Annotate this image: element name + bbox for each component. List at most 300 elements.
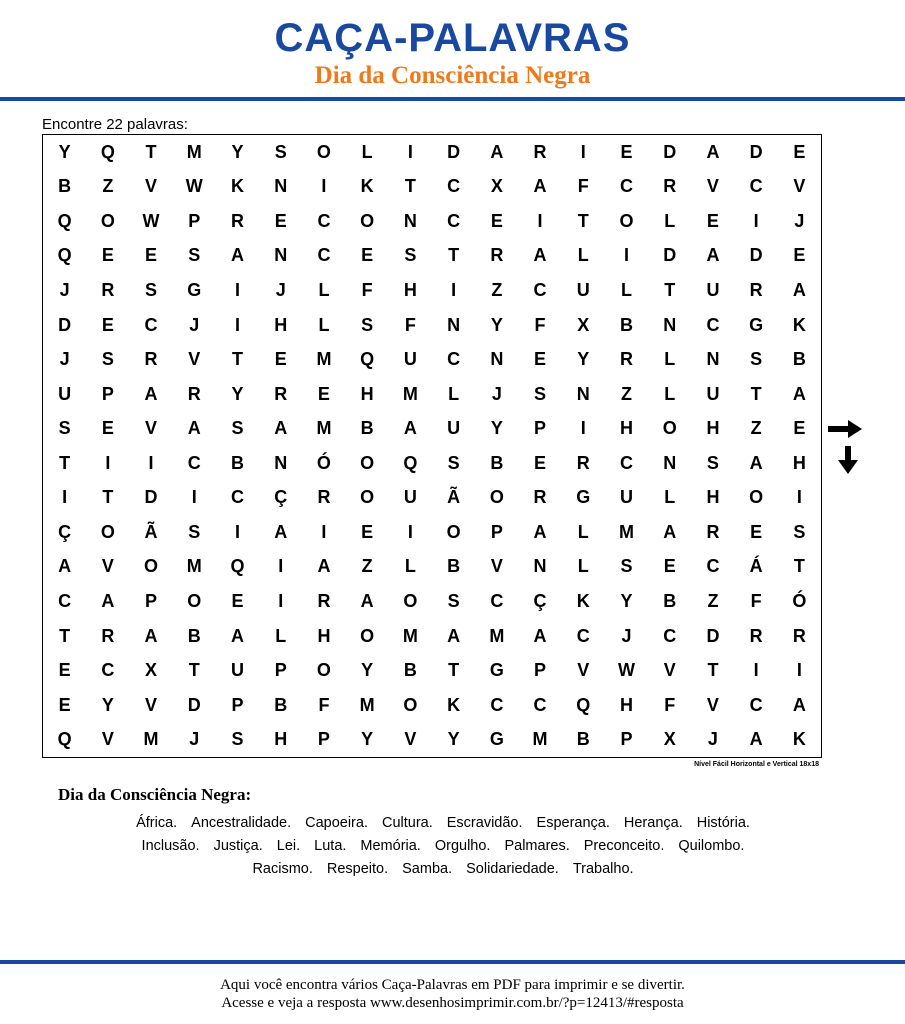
grid-cell: A bbox=[230, 625, 244, 646]
word-list-item: Cultura. bbox=[381, 815, 433, 831]
grid-cell: O bbox=[662, 418, 677, 439]
grid-cell: R bbox=[533, 487, 547, 508]
grid-cell: O bbox=[100, 210, 115, 231]
grid-cell: C bbox=[58, 590, 72, 611]
grid-cell: L bbox=[664, 210, 676, 231]
grid-cell: O bbox=[100, 521, 115, 542]
grid-cell: M bbox=[316, 349, 332, 370]
grid-cell: O bbox=[360, 625, 375, 646]
grid-cell: O bbox=[360, 487, 375, 508]
grid-cell: Y bbox=[231, 383, 244, 404]
grid-cell: L bbox=[664, 349, 676, 370]
word-list-item: Justiça. bbox=[213, 838, 263, 854]
grid-cell: X bbox=[145, 660, 158, 681]
grid-cell: Z bbox=[491, 279, 503, 300]
grid-cell: E bbox=[706, 210, 719, 231]
grid-cell: M bbox=[186, 141, 202, 162]
grid-cell: C bbox=[706, 314, 720, 335]
grid-cell: T bbox=[231, 349, 243, 370]
word-list-item: Samba. bbox=[402, 861, 453, 877]
grid-cell: T bbox=[59, 625, 71, 646]
grid-cell: O bbox=[187, 590, 202, 611]
grid-cell: O bbox=[316, 141, 331, 162]
grid-cell: N bbox=[447, 314, 461, 335]
grid-cell: A bbox=[144, 625, 158, 646]
grid-cell: P bbox=[231, 694, 244, 715]
grid-cell: L bbox=[318, 279, 330, 300]
grid-cell: C bbox=[749, 694, 763, 715]
grid-cell: S bbox=[274, 141, 287, 162]
grid-cell: O bbox=[360, 210, 375, 231]
grid-cell: V bbox=[663, 660, 676, 681]
grid-cell: C bbox=[230, 487, 244, 508]
grid-cell: H bbox=[274, 729, 288, 750]
level-note: Nível Fácil Horizontal e Vertical 18x18 bbox=[694, 761, 819, 768]
grid-cell: L bbox=[275, 625, 287, 646]
grid-cell: H bbox=[360, 383, 374, 404]
grid-cell: T bbox=[664, 279, 676, 300]
grid-cell: A bbox=[274, 521, 288, 542]
grid-cell: V bbox=[145, 694, 158, 715]
grid-cell: S bbox=[447, 590, 460, 611]
grid-cell: Ã bbox=[447, 487, 461, 508]
grid-cell: D bbox=[447, 141, 461, 162]
grid-cell: M bbox=[143, 729, 159, 750]
grid-cell: H bbox=[274, 314, 288, 335]
grid-cell: B bbox=[187, 625, 201, 646]
grid-cell: U bbox=[706, 383, 720, 404]
word-list-item: África. bbox=[136, 815, 178, 831]
word-list-item: Esperança. bbox=[536, 815, 610, 831]
word-list-item: Racismo. bbox=[252, 861, 313, 877]
grid-cell: C bbox=[533, 279, 547, 300]
grid-cell: N bbox=[403, 210, 417, 231]
word-list-line bbox=[40, 858, 846, 881]
grid-cell: Y bbox=[490, 314, 503, 335]
grid-cell: R bbox=[144, 349, 158, 370]
grid-cell: N bbox=[576, 383, 590, 404]
grid-cell: Y bbox=[58, 141, 71, 162]
grid-cell: R bbox=[749, 625, 763, 646]
grid-cell: T bbox=[188, 660, 200, 681]
grid-cell: B bbox=[619, 314, 633, 335]
grid-cell: H bbox=[619, 694, 633, 715]
grid-cell: J bbox=[794, 210, 805, 231]
grid-cell: M bbox=[618, 521, 634, 542]
grid-cell: P bbox=[534, 418, 547, 439]
grid-cell: E bbox=[317, 383, 330, 404]
grid-cell: B bbox=[447, 556, 461, 577]
grid-cell: B bbox=[792, 349, 806, 370]
grid-cell: C bbox=[749, 176, 763, 197]
grid-cell: K bbox=[360, 176, 374, 197]
grid-cell: B bbox=[663, 590, 677, 611]
grid-cell: E bbox=[620, 141, 633, 162]
grid-cell: V bbox=[404, 729, 417, 750]
grid-cell: R bbox=[187, 383, 201, 404]
word-list-item: Inclusão. bbox=[141, 838, 200, 854]
page-title: CAÇA-PALAVRAS bbox=[274, 16, 631, 60]
grid-cell: N bbox=[274, 176, 288, 197]
grid-cell: G bbox=[749, 314, 764, 335]
grid-cell: I bbox=[407, 141, 413, 162]
grid-cell: V bbox=[706, 176, 719, 197]
grid-cell: V bbox=[145, 418, 158, 439]
word-search-grid-frame bbox=[42, 134, 822, 758]
grid-cell: B bbox=[360, 418, 374, 439]
grid-cell: E bbox=[793, 418, 806, 439]
grid-cell: Y bbox=[490, 418, 503, 439]
word-list-line bbox=[40, 835, 846, 858]
grid-cell: N bbox=[663, 452, 677, 473]
grid-cell: V bbox=[577, 660, 590, 681]
grid-cell: O bbox=[360, 452, 375, 473]
grid-cell: F bbox=[404, 314, 416, 335]
grid-cell: T bbox=[448, 660, 460, 681]
grid-cell: I bbox=[580, 418, 586, 439]
word-list-item: Orgulho. bbox=[434, 838, 491, 854]
grid-cell: Q bbox=[100, 141, 115, 162]
grid-cell: C bbox=[447, 210, 461, 231]
grid-cell: A bbox=[403, 418, 417, 439]
grid-cell: E bbox=[274, 349, 287, 370]
grid-cell: L bbox=[577, 521, 589, 542]
word-list-item: Respeito. bbox=[326, 861, 389, 877]
grid-cell: Ó bbox=[316, 452, 331, 473]
grid-cell: S bbox=[101, 349, 114, 370]
grid-cell: D bbox=[663, 141, 677, 162]
grid-cell: A bbox=[187, 418, 201, 439]
grid-cell: S bbox=[188, 521, 201, 542]
grid-cell: H bbox=[792, 452, 806, 473]
grid-cell: D bbox=[749, 245, 763, 266]
grid-cell: D bbox=[58, 314, 72, 335]
grid-cell: I bbox=[234, 279, 240, 300]
grid-cell: I bbox=[234, 314, 240, 335]
grid-cell: X bbox=[490, 176, 503, 197]
grid-cell: M bbox=[489, 625, 505, 646]
word-list-title: Dia da Consciência Negra: bbox=[58, 785, 252, 804]
grid-cell: R bbox=[274, 383, 288, 404]
grid-cell: S bbox=[231, 729, 244, 750]
grid-cell: C bbox=[317, 245, 331, 266]
grid-cell: E bbox=[793, 245, 806, 266]
grid-cell: A bbox=[533, 625, 547, 646]
grid-cell: E bbox=[145, 245, 158, 266]
grid-cell: V bbox=[145, 176, 158, 197]
grid-cell: W bbox=[142, 210, 160, 231]
footer-line-2: Acesse e veja a resposta www.desenhosimprimir.com.br/?p=12413/#resposta bbox=[221, 995, 684, 1011]
grid-cell: K bbox=[230, 176, 244, 197]
grid-cell: A bbox=[749, 452, 763, 473]
grid-cell: R bbox=[490, 245, 504, 266]
grid-cell: L bbox=[361, 141, 373, 162]
grid-cell: J bbox=[59, 349, 70, 370]
grid-cell: J bbox=[189, 314, 200, 335]
grid-cell: M bbox=[402, 625, 418, 646]
grid-cell: S bbox=[404, 245, 417, 266]
grid-cell: U bbox=[619, 487, 633, 508]
grid-cell: E bbox=[101, 245, 114, 266]
grid-cell: A bbox=[101, 590, 115, 611]
grid-cell: F bbox=[318, 694, 330, 715]
grid-cell: A bbox=[144, 383, 158, 404]
grid-cell: A bbox=[490, 141, 504, 162]
grid-cell: K bbox=[576, 590, 590, 611]
grid-cell: I bbox=[580, 141, 586, 162]
footer bbox=[0, 976, 905, 1012]
grid-cell: A bbox=[360, 590, 374, 611]
grid-cell: N bbox=[533, 556, 547, 577]
grid-cell: H bbox=[619, 418, 633, 439]
word-list-item: Quilombo. bbox=[678, 838, 745, 854]
word-list-item: Ancestralidade. bbox=[191, 815, 292, 831]
grid-cell: P bbox=[620, 729, 633, 750]
grid-cell: S bbox=[793, 521, 806, 542]
grid-cell: G bbox=[187, 279, 202, 300]
grid-cell: Ó bbox=[792, 590, 807, 611]
grid-cell: N bbox=[490, 349, 504, 370]
grid-cell: A bbox=[533, 521, 547, 542]
grid-cell: T bbox=[707, 660, 719, 681]
grid-cell: Ã bbox=[144, 521, 158, 542]
grid-cell: R bbox=[749, 279, 763, 300]
grid-cell: I bbox=[321, 176, 327, 197]
grid-cell: G bbox=[489, 729, 504, 750]
grid-cell: F bbox=[361, 279, 373, 300]
grid-cell: T bbox=[404, 176, 416, 197]
grid-cell: J bbox=[275, 279, 286, 300]
grid-cell: U bbox=[576, 279, 590, 300]
grid-cell: R bbox=[576, 452, 590, 473]
grid-cell: R bbox=[101, 279, 115, 300]
grid-cell: H bbox=[706, 487, 720, 508]
grid-cell: A bbox=[274, 418, 288, 439]
grid-cell: E bbox=[58, 694, 71, 715]
grid-cell: A bbox=[533, 176, 547, 197]
grid-cell: I bbox=[148, 452, 154, 473]
grid-cell: Y bbox=[447, 729, 460, 750]
grid-cell: R bbox=[101, 625, 115, 646]
grid-cell: D bbox=[144, 487, 158, 508]
grid-cell: Z bbox=[102, 176, 114, 197]
grid-cell: S bbox=[447, 452, 460, 473]
grid-cell: U bbox=[403, 487, 417, 508]
grid-cell: W bbox=[185, 176, 203, 197]
grid-cell: V bbox=[706, 694, 719, 715]
grid-cell: B bbox=[274, 694, 288, 715]
grid-cell: Q bbox=[403, 452, 418, 473]
grid-cell: I bbox=[796, 487, 802, 508]
grid-cell: C bbox=[490, 694, 504, 715]
grid-cell: O bbox=[619, 210, 634, 231]
grid-cell: Y bbox=[231, 141, 244, 162]
grid-cell: E bbox=[793, 141, 806, 162]
bottom-divider bbox=[0, 960, 905, 964]
grid-cell: C bbox=[533, 694, 547, 715]
grid-cell: I bbox=[753, 210, 759, 231]
grid-cell: H bbox=[317, 625, 331, 646]
grid-cell: Z bbox=[620, 383, 632, 404]
grid-cell: V bbox=[101, 556, 114, 577]
grid-cell: H bbox=[706, 418, 720, 439]
footer-line-1: Aqui você encontra vários Caça-Palavras em PDF para imprimir e se divertir. bbox=[220, 977, 685, 993]
grid-cell: P bbox=[188, 210, 201, 231]
grid-cell: U bbox=[403, 349, 417, 370]
grid-cell: I bbox=[753, 660, 759, 681]
grid-cell: Á bbox=[749, 556, 763, 577]
grid-cell: M bbox=[532, 729, 548, 750]
word-list bbox=[40, 812, 846, 881]
grid-cell: L bbox=[577, 245, 589, 266]
word-list-item: Luta. bbox=[314, 838, 347, 854]
grid-cell: C bbox=[317, 210, 331, 231]
grid-cell: A bbox=[230, 245, 244, 266]
grid-cell: L bbox=[664, 383, 676, 404]
grid-cell: A bbox=[447, 625, 461, 646]
grid-cell: F bbox=[577, 176, 589, 197]
grid-cell: D bbox=[187, 694, 201, 715]
grid-cell: E bbox=[663, 556, 676, 577]
grid-cell: R bbox=[533, 141, 547, 162]
grid-cell: F bbox=[534, 314, 546, 335]
grid-cell: O bbox=[749, 487, 764, 508]
grid-cell: N bbox=[663, 314, 677, 335]
grid-cell: A bbox=[706, 141, 720, 162]
grid-cell: M bbox=[359, 694, 375, 715]
grid-cell: L bbox=[318, 314, 330, 335]
word-list-item: Preconceito. bbox=[583, 838, 665, 854]
grid-cell: Q bbox=[57, 245, 72, 266]
grid-cell: X bbox=[577, 314, 590, 335]
grid-cell: S bbox=[145, 279, 158, 300]
grid-cell: O bbox=[403, 694, 418, 715]
grid-cell: T bbox=[102, 487, 114, 508]
grid-cell: Ç bbox=[533, 590, 547, 611]
grid-cell: S bbox=[188, 245, 201, 266]
grid-cell: E bbox=[490, 210, 503, 231]
grid-cell: K bbox=[792, 314, 806, 335]
grid-cell: G bbox=[576, 487, 591, 508]
grid-cell: P bbox=[145, 590, 158, 611]
grid-cell: Ç bbox=[274, 487, 288, 508]
grid-cell: X bbox=[663, 729, 676, 750]
grid-cell: T bbox=[750, 383, 762, 404]
word-list-item: Trabalho. bbox=[572, 861, 634, 877]
grid-cell: S bbox=[58, 418, 71, 439]
grid-cell: P bbox=[317, 729, 330, 750]
grid-cell: B bbox=[403, 660, 417, 681]
grid-cell: Z bbox=[707, 590, 719, 611]
grid-cell: B bbox=[576, 729, 590, 750]
grid-cell: U bbox=[706, 279, 720, 300]
grid-cell: Z bbox=[361, 556, 373, 577]
grid-cell: J bbox=[59, 279, 70, 300]
word-search-grid bbox=[43, 135, 821, 757]
grid-cell: D bbox=[706, 625, 720, 646]
grid-cell: E bbox=[101, 314, 114, 335]
grid-cell: L bbox=[664, 487, 676, 508]
arrow-down-icon bbox=[838, 446, 858, 474]
grid-cell: I bbox=[105, 452, 111, 473]
grid-cell: B bbox=[490, 452, 504, 473]
grid-cell: K bbox=[792, 729, 806, 750]
grid-cell: Q bbox=[230, 556, 245, 577]
grid-cell: S bbox=[750, 349, 763, 370]
grid-cell: O bbox=[489, 487, 504, 508]
word-list-item: Capoeira. bbox=[305, 815, 368, 831]
grid-cell: I bbox=[321, 521, 327, 542]
grid-cell: L bbox=[448, 383, 460, 404]
grid-cell: Q bbox=[57, 210, 72, 231]
arrow-right-icon bbox=[828, 420, 862, 438]
grid-cell: E bbox=[361, 521, 374, 542]
grid-cell: E bbox=[534, 452, 547, 473]
grid-cell: E bbox=[231, 590, 244, 611]
grid-cell: V bbox=[793, 176, 806, 197]
grid-cell: L bbox=[404, 556, 416, 577]
grid-cell: L bbox=[620, 279, 632, 300]
grid-cell: M bbox=[402, 383, 418, 404]
grid-cell: U bbox=[447, 418, 461, 439]
grid-cell: P bbox=[490, 521, 503, 542]
grid-cell: G bbox=[489, 660, 504, 681]
grid-cell: L bbox=[577, 556, 589, 577]
grid-cell: J bbox=[491, 383, 502, 404]
grid-cell: A bbox=[317, 556, 331, 577]
grid-cell: C bbox=[619, 452, 633, 473]
grid-cell: S bbox=[706, 452, 719, 473]
grid-cell: W bbox=[617, 660, 635, 681]
grid-cell: E bbox=[534, 349, 547, 370]
grid-cell: A bbox=[533, 245, 547, 266]
grid-cell: T bbox=[145, 141, 157, 162]
grid-cell: Q bbox=[57, 729, 72, 750]
top-divider bbox=[0, 97, 905, 101]
grid-cell: C bbox=[144, 314, 158, 335]
grid-cell: N bbox=[274, 452, 288, 473]
grid-cell: E bbox=[274, 210, 287, 231]
grid-cell: I bbox=[234, 521, 240, 542]
grid-cell: Q bbox=[360, 349, 375, 370]
word-list-line bbox=[40, 812, 846, 835]
grid-cell: J bbox=[707, 729, 718, 750]
grid-cell: V bbox=[188, 349, 201, 370]
grid-cell: F bbox=[750, 590, 762, 611]
grid-cell: I bbox=[191, 487, 197, 508]
grid-cell: Y bbox=[361, 660, 374, 681]
grid-cell: Y bbox=[620, 590, 633, 611]
grid-cell: S bbox=[534, 383, 547, 404]
grid-cell: J bbox=[189, 729, 200, 750]
grid-cell: O bbox=[144, 556, 159, 577]
grid-cell: E bbox=[750, 521, 763, 542]
grid-cell: B bbox=[230, 452, 244, 473]
grid-cell: S bbox=[620, 556, 633, 577]
grid-cell: I bbox=[407, 521, 413, 542]
grid-cell: C bbox=[447, 176, 461, 197]
grid-cell: I bbox=[278, 590, 284, 611]
grid-cell: U bbox=[230, 660, 244, 681]
grid-cell: J bbox=[621, 625, 632, 646]
grid-cell: I bbox=[62, 487, 68, 508]
grid-cell: C bbox=[663, 625, 677, 646]
grid-cell: M bbox=[186, 556, 202, 577]
grid-cell: H bbox=[403, 279, 417, 300]
grid-cell: Q bbox=[576, 694, 591, 715]
grid-cell: E bbox=[58, 660, 71, 681]
grid-cell: C bbox=[101, 660, 115, 681]
